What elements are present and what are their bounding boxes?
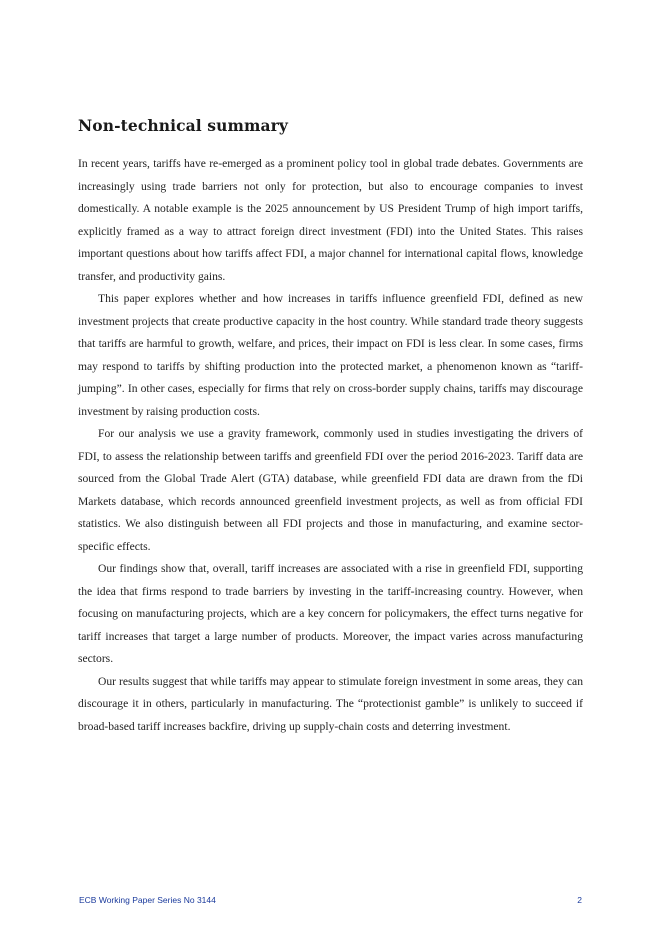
summary-body [78, 153, 583, 738]
paragraph-5: Our results suggest that while tariffs may appear to stimulate foreign investment in some areas, they can discourage it in others, particularly in manufacturing. The “protectionist gamble” is unlikely to succeed if broad-based tariff increases backfire, driving up supply-chain costs and deterring investment. [78, 674, 583, 733]
paragraph-2: This paper explores whether and how increases in tariffs influence greenfield FDI, defined as new investment projects that create productive capacity in the host country. While standard trade theory suggests that tariffs are harmful to growth, welfare, and prices, their impact on FDI is less clear. In some cases, firms may respond to tariffs by shifting production into the protected market, a phenomenon known as “tariff-jumping”. In other cases, especially for firms that rely on cross-border supply chains, tariffs may discourage investment by raising production costs. [78, 292, 583, 418]
paragraph-3: For our analysis we use a gravity framework, commonly used in studies investigating the drivers of FDI, to assess the relationship between tariffs and greenfield FDI over the period 2016-2023. Tariff data are sourced from the Global Trade Alert (GTA) database, while greenfield FDI data are drawn from the fDi Markets database, which records announced greenfield investment projects, as well as from official FDI statistics. We also distinguish between all FDI projects and those in manufacturing, and examine sector-specific effects. [78, 427, 583, 553]
footer-page-number: 2 [577, 895, 582, 905]
paragraph-1: In recent years, tariffs have re-emerged as a prominent policy tool in global trade debates. Governments are increasingly using trade barriers not only for protection, but also to encourage companies to invest domestically. A notable example is the 2025 announcement by US President Trump of high import tariffs, explicitly framed as a way to attract foreign direct investment (FDI) into the United States. This raises important questions about how tariffs affect FDI, a major channel for international capital flows, knowledge transfer, and productivity gains. [78, 157, 583, 283]
section-title: Non-technical summary [78, 116, 288, 135]
footer-series-label: ECB Working Paper Series No 3144 [79, 895, 216, 905]
paragraph-4: Our findings show that, overall, tariff increases are associated with a rise in greenfield FDI, supporting the idea that firms respond to trade barriers by investing in the tariff-increasing country. However, when focusing on manufacturing projects, which are a key concern for policymakers, the effect turns negative for tariff increases that target a large number of products. Moreover, the impact varies across manufacturing sectors. [78, 562, 583, 665]
